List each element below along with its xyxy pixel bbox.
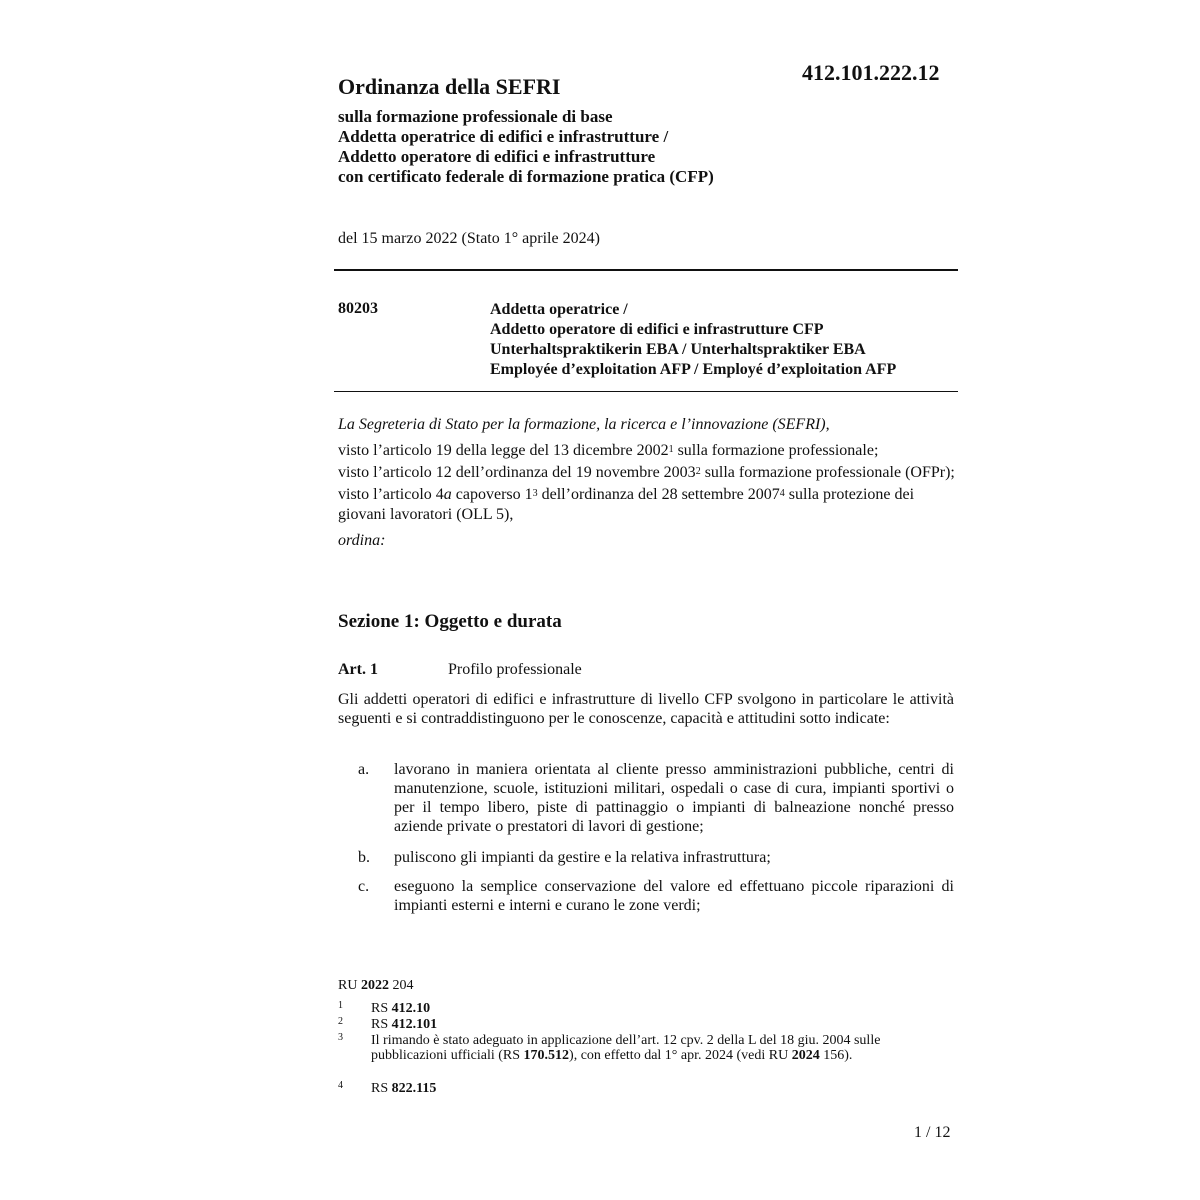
list-item-text: puliscono gli impianti da gestire e la relativa infrastruttura; [394,849,771,866]
footnote-number: 3 [338,1032,343,1043]
footnote-segment: Il rimando è stato adeguato in applicazione dell’art. 12 cpv. 2 della L del 18 giu. 2004 sulle pubblicazioni ufficiali (RS [371,1033,881,1063]
article-intro: Gli addetti operatori di edifici e infrastrutture di livello CFP svolgono in particolare le attività seguenti e si contraddistinguono per le conoscenze, capacità e attitudini sotto indicate: [338,691,954,727]
preamble-authority: La Segreteria di Stato per la formazione, la ricerca e l’innovazione (SEFRI), [338,416,830,433]
list-item-text: lavorano in maniera orientata al cliente presso amministrazioni pubbliche, centri di manutenzione, scuole, istituzioni militari, ospedali o case di cura, impianti sportivi o per il tempo libero, piste di pattinaggio o impianti di balneazione nonché presso aziende private o prestatori di lavori di gestione; [394,761,954,835]
document-number: 412.101.222.12 [802,60,940,85]
ru-year: 2022 [360,978,389,993]
footnote-ref[interactable]: 4 [779,488,785,499]
footnote-ref[interactable]: 3 [532,488,538,499]
footnote-segment: RS [371,1001,392,1016]
list-item-text: eseguono la semplice conservazione del valore ed effettuano piccole riparazioni di impianti esterni e interni e curano le zone verdi; [394,878,954,914]
subtitle-line: con certificato federale di formazione pratica (CFP) [338,167,714,186]
footnote-ref[interactable]: 2 [695,466,701,477]
footnote-segment: 170.512 [523,1048,570,1063]
list-item-letter: a. [358,761,370,778]
preamble-ordina: ordina: [338,532,386,549]
footnote-segment: RS [371,1081,392,1096]
footnote-segment: 156). [819,1048,853,1063]
footnote-number: 4 [338,1080,343,1091]
footnote-segment: 412.101 [391,1017,438,1032]
citation-text: sulla formazione professionale; [673,442,879,459]
citation-text: dell’ordinanza del 28 settembre 2007 [537,486,780,503]
divider-top [334,269,958,271]
footnote-number: 2 [338,1016,343,1027]
footnote-segment: 2024 [791,1048,820,1063]
footnote-text [371,1033,931,1063]
footnote-segment: 822.115 [391,1081,437,1096]
footnote-segment: RS [371,1017,392,1032]
ru-text: 204 [388,978,414,993]
footnote-segment: 412.10 [391,1001,431,1016]
profession-name-line: Addetto operatore di edifici e infrastrutture CFP [490,321,824,338]
citation-text: visto l’articolo 4 [338,486,444,503]
citation-text: a [443,486,452,503]
preamble-citation-2 [338,463,958,483]
ru-reference [338,978,413,994]
document-title: Ordinanza della SEFRI [338,74,561,99]
list-item-letter: c. [358,878,370,895]
list-item-letter: b. [358,849,370,866]
section-title: Sezione 1: Oggetto e durata [338,611,562,632]
subtitle-line: Addetta operatrice di edifici e infrastrutture / [338,127,669,146]
profession-name-line: Employée d’exploitation AFP / Employé d’exploitation AFP [490,361,897,378]
footnote-text [371,1081,931,1096]
profession-code: 80203 [338,300,378,317]
subtitle-line: sulla formazione professionale di base [338,107,613,126]
footnote-text [371,1017,931,1032]
subtitle-line: Addetto operatore di edifici e infrastrutture [338,147,656,166]
ru-text: RU [338,978,361,993]
preamble-citation-3 [338,485,958,525]
footnote-segment: ), con effetto dal 1° apr. 2024 (vedi RU [569,1048,792,1063]
citation-text: visto l’articolo 12 dell’ordinanza del 19 novembre 2003 [338,464,696,481]
footnote-text [371,1001,931,1016]
date-line: del 15 marzo 2022 (Stato 1° aprile 2024) [338,230,600,247]
profession-name-line: Unterhaltspraktikerin EBA / Unterhaltspraktiker EBA [490,341,866,358]
footnote-number: 1 [338,1000,343,1011]
citation-text: visto l’articolo 19 della legge del 13 dicembre 2002 [338,442,669,459]
preamble-citation-1 [338,441,958,461]
document-subtitle [338,107,714,187]
preamble [338,415,958,553]
citation-text: sulla protezione dei giovani lavoratori (OLL 5), [338,486,915,523]
page-number: 1 / 12 [914,1124,951,1141]
citation-text: capoverso 1 [451,486,533,503]
footnote-ref[interactable]: 1 [668,444,674,455]
article-number: Art. 1 [338,661,378,678]
citation-text: sulla formazione professionale (OFPr); [700,464,955,481]
divider-bottom [334,391,958,392]
profession-names [490,300,896,380]
article-title: Profilo professionale [448,661,582,678]
profession-name-line: Addetta operatrice / [490,301,628,318]
